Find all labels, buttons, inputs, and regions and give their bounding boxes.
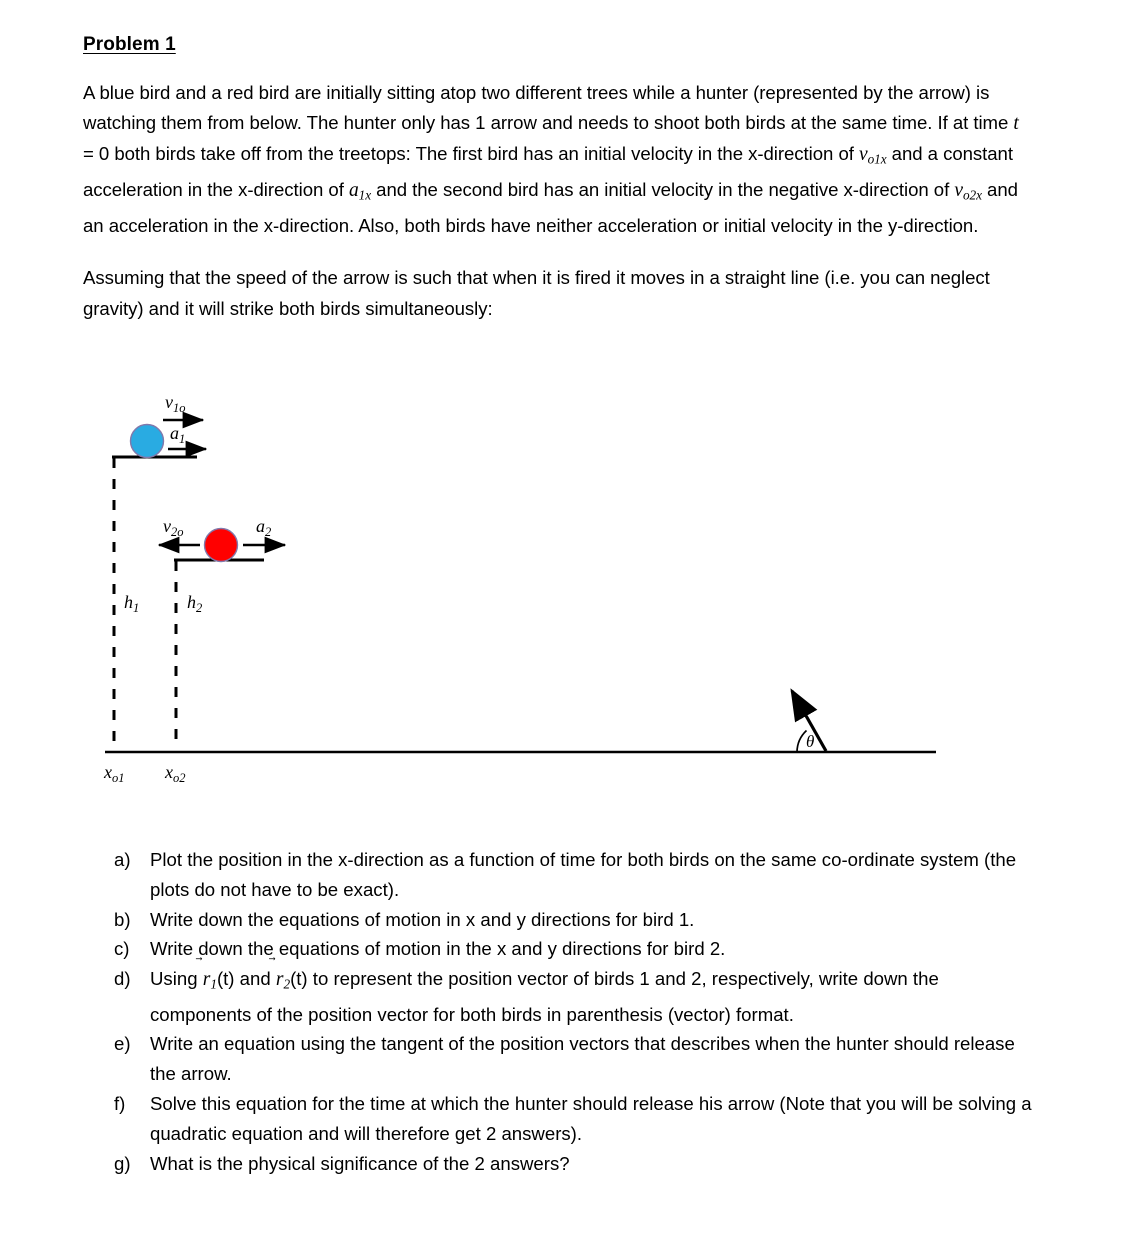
vector-variable: $r_2$ — [276, 965, 290, 1000]
math-variable: $a_{1x}$ — [348, 180, 372, 204]
list-item-marker: d) — [114, 968, 131, 990]
list-item-marker: a) — [114, 849, 131, 870]
list-item-marker: f) — [114, 1093, 126, 1115]
list-item — [108, 845, 1033, 905]
vector-arrow-icon — [276, 961, 287, 968]
math-variable: $v_{o1x}$ — [858, 144, 887, 168]
math-variable: $v_{o2x}$ — [954, 180, 982, 204]
list-item-text: Using $r_1(t)$ and $r_2(t)$ to represent the position vector of birds 1 and 2, respectively, write down the components of the position vector for both birds in parenthesis (vector) format. — [150, 964, 1033, 1029]
bird-hunter-kinematics-diagram — [0, 375, 1139, 795]
list-item-marker: g) — [114, 1152, 131, 1174]
list-item-marker: c) — [114, 938, 130, 960]
bird2-acceleration-label: $a_2$ — [256, 516, 272, 539]
document-content — [83, 34, 1028, 346]
page-title: Problem 1 — [83, 34, 176, 55]
bird2-velocity-label: $v_{2o}$ — [163, 516, 184, 539]
list-item-marker: b) — [114, 908, 131, 930]
x-origin2-label: $x_{o2}$ — [165, 762, 186, 785]
bird1-blue-marker — [131, 425, 164, 458]
list-item-text: What is the physical significance of the 2 answers? — [150, 1152, 570, 1174]
height2-label: $h_2$ — [187, 592, 203, 615]
list-item — [108, 1089, 1033, 1149]
list-item — [108, 964, 1033, 1029]
angle-label: θ — [806, 732, 815, 751]
vector-arrow-icon — [202, 961, 213, 968]
math-variable: t — [1013, 113, 1019, 135]
list-item — [108, 905, 1033, 935]
list-item-marker: e) — [114, 1033, 131, 1055]
bird1-velocity-label: $v_{1o}$ — [165, 392, 186, 415]
list-item-text: Write an equation using the tangent of the position vectors that describes when the hunter should release the arrow. — [150, 1033, 1015, 1085]
vector-variable: $r_1$ — [203, 965, 217, 1000]
list-item-text: Write down the equations of motion in x and y directions for bird 1. — [150, 908, 695, 930]
list-item — [108, 1149, 1033, 1179]
list-item-text: Solve this equation for the time at which the hunter should release his arrow (Note that you will be solving a quadratic equation and will therefore get 2 answers). — [150, 1093, 1032, 1144]
bird2-red-marker — [205, 529, 238, 562]
list-item — [108, 1029, 1033, 1089]
list-item — [108, 934, 1033, 964]
height1-label: $h_1$ — [124, 592, 140, 615]
list-item-text: Plot the position in the x-direction as a function of time for both birds on the same co-ordinate system (the plots do not have to be exact). — [150, 849, 1017, 900]
list-item-text: Write down the equations of motion in the x and y directions for bird 2. — [150, 938, 726, 960]
bird1-acceleration-label: $a_1$ — [170, 423, 186, 446]
paragraph-assumption: Assuming that the speed of the arrow is such that when it is fired it moves in a straight line (i.e. you can neglect gravity) and it will strike both birds simultaneously: — [83, 267, 990, 319]
paragraph-intro: A blue bird and a red bird are initially sitting atop two different trees while a hunter (represented by the arrow) is watching them from below. The hunter only has 1 arrow and needs to shoot both birds at the same time. If at time t = 0 both birds take off from the treetops: The first bird has an initial velocity in the x-direction of $v_{o1x}$ and a constant acceleration in the x-direction of $a_{1x}$ and the second bird has an initial velocity in the negative x-direction of $v_{o2x}$ and an acceleration in the x-direction. Also, both birds have neither acceleration or initial velocity in the y-direction. — [83, 82, 1019, 237]
x-origin1-label: $x_{o1}$ — [104, 762, 125, 785]
question-list — [108, 845, 1033, 1178]
